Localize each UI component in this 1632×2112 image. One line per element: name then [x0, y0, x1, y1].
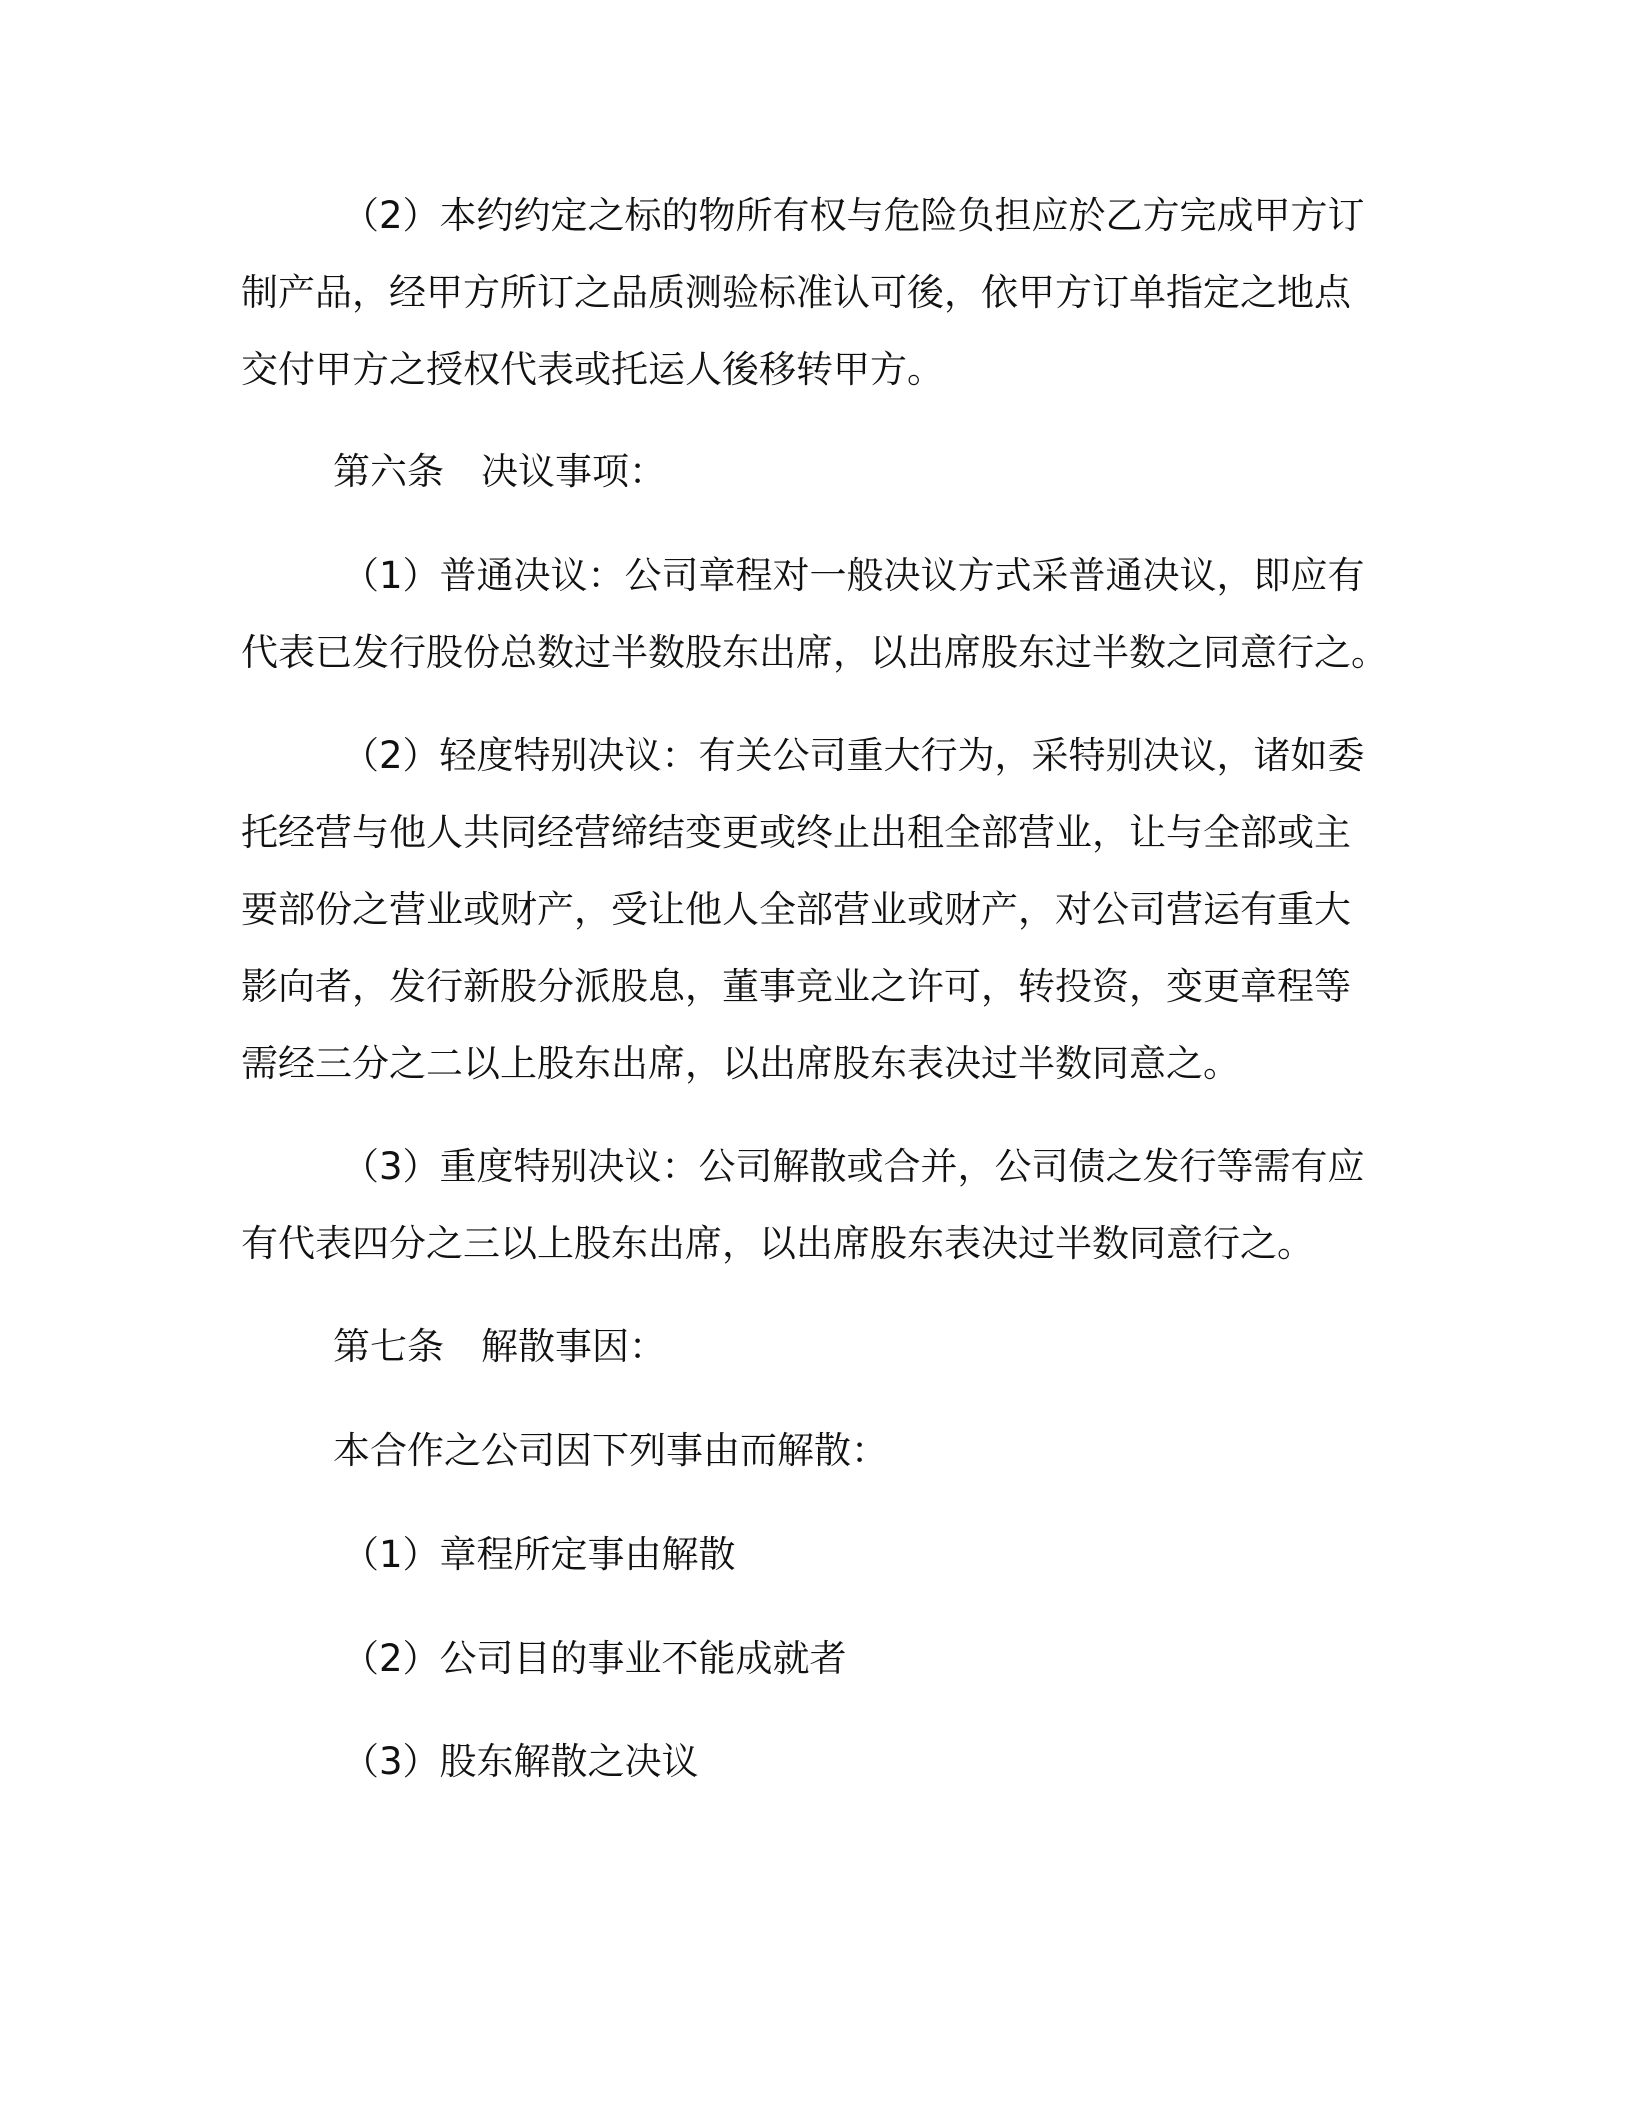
article-6-heading: 第六条 决议事项：: [333, 450, 666, 493]
dissolution-item: （2）公司目的事业不能成就者: [342, 1637, 847, 1680]
paragraph-line: （2）本约约定之标的物所有权与危险负担应於乙方完成甲方订: [342, 194, 1365, 237]
paragraph-line: 交付甲方之授权代表或托运人後移转甲方。: [241, 348, 944, 391]
paragraph-line: 制产品，经甲方所订之品质测验标准认可後，依甲方订单指定之地点: [241, 271, 1351, 314]
paragraph-ordinary-resolution: [241, 537, 1388, 691]
dissolution-item: （3）股东解散之决议: [342, 1740, 699, 1783]
dissolution-item: （1）章程所定事由解散: [342, 1533, 736, 1576]
paragraph-light-special-resolution: [241, 717, 1365, 1102]
article-7-heading: 第七条 解散事因：: [333, 1325, 666, 1368]
paragraph-heavy-special-resolution: [241, 1128, 1365, 1282]
paragraph-line: 代表已发行股份总数过半数股东出席，以出席股东过半数之同意行之。: [241, 631, 1388, 674]
paragraph-line: 影向者，发行新股分派股息，董事竞业之许可，转投资，变更章程等: [241, 965, 1351, 1008]
paragraph-line: 要部份之营业或财产，受让他人全部营业或财产，对公司营运有重大: [241, 888, 1351, 931]
paragraph-line: （1）普通决议：公司章程对一般决议方式采普通决议，即应有: [342, 554, 1365, 597]
paragraph-line: 托经营与他人共同经营缔结变更或终止出租全部营业，让与全部或主: [241, 811, 1351, 854]
paragraph-ownership-transfer: [241, 177, 1365, 408]
paragraph-line: （2）轻度特别决议：有关公司重大行为，采特别决议，诸如委: [342, 734, 1365, 777]
paragraph-line: （3）重度特别决议：公司解散或合并，公司债之发行等需有应: [342, 1145, 1365, 1188]
paragraph-line: 有代表四分之三以上股东出席，以出席股东表决过半数同意行之。: [241, 1222, 1314, 1265]
article-7-intro: 本合作之公司因下列事由而解散：: [333, 1429, 888, 1472]
paragraph-line: 需经三分之二以上股东出席，以出席股东表决过半数同意之。: [241, 1042, 1240, 1085]
